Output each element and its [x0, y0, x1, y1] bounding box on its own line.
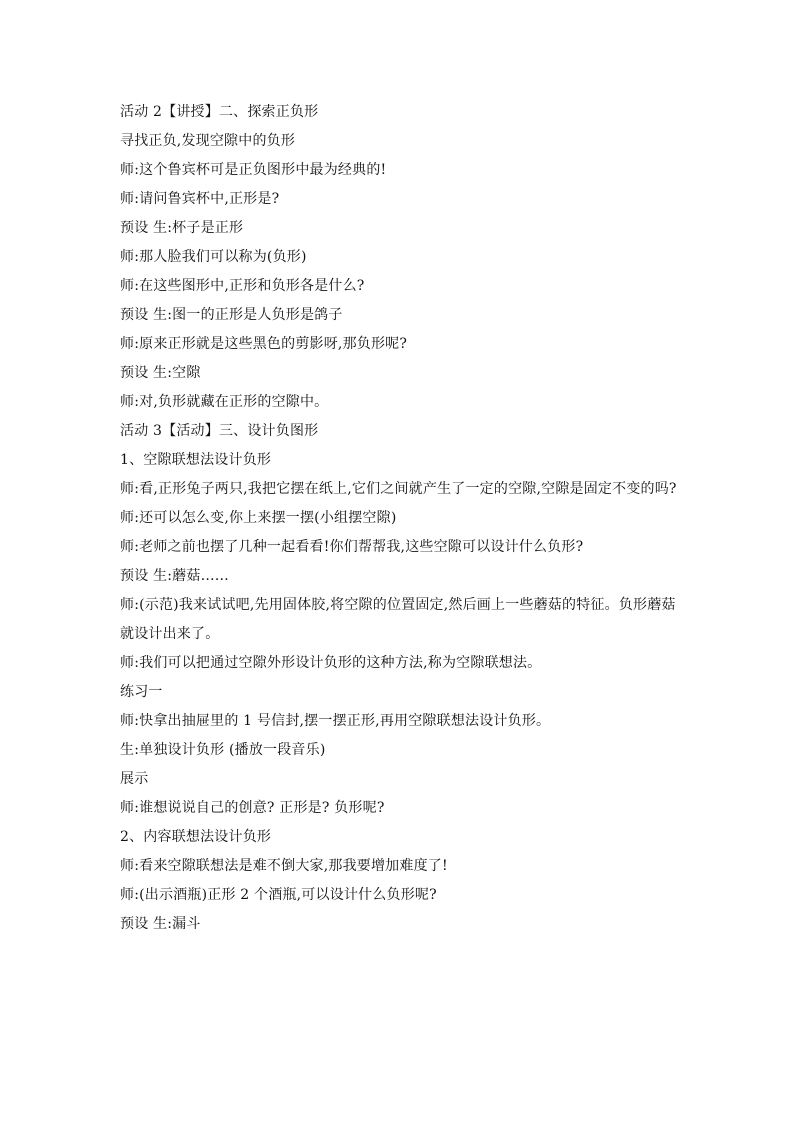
text-line: 寻找正负,发现空隙中的负形 [120, 133, 296, 149]
text-paragraph: 师:看,正形兔子两只,我把它摆在纸上,它们之间就产生了一定的空隙,空隙是固定不变的吗? [120, 481, 677, 497]
text-line: 预设 生:蘑菇…… [120, 568, 229, 584]
text-line: 师:原来正形就是这些黑色的剪影呀,那负形呢? [120, 336, 408, 352]
text-line: 生:单独设计负形 (播放一段音乐) [120, 742, 326, 758]
text-line: 预设 生:图一的正形是人负形是鸽子 [120, 307, 343, 323]
text-line: 师:我们可以把通过空隙外形设计负形的这种方法,称为空隙联想法。 [120, 655, 542, 671]
text-line: 师:快拿出抽屉里的 1 号信封,摆一摆正形,再用空隙联想法设计负形。 [120, 713, 551, 729]
section-heading: 1、空隙联想法设计负形 [120, 452, 272, 468]
showcase-heading: 展示 [120, 771, 149, 787]
activity-2-heading: 活动 2【讲授】二、探索正负形 [120, 104, 319, 120]
activity-3-heading: 活动 3【活动】三、设计负图形 [120, 423, 319, 439]
text-line: 师:看来空隙联想法是难不倒大家,那我要增加难度了! [120, 858, 448, 874]
section-heading: 2、内容联想法设计负形 [120, 829, 272, 845]
text-line: 师:那人脸我们可以称为(负形) [120, 249, 307, 265]
text-line: 预设 生:杯子是正形 [120, 220, 244, 236]
text-line: 师:在这些图形中,正形和负形各是什么? [120, 278, 365, 294]
text-paragraph: 师:(示范)我来试试吧,先用固体胶,将空隙的位置固定,然后画上一些蘑菇的特征。负形蘑菇就设计出来了。 [120, 597, 676, 642]
text-line: 师:老师之前也摆了几种一起看看!你们帮帮我,这些空隙可以设计什么负形? [120, 539, 584, 555]
text-line: 师:谁想说说自己的创意? 正形是? 负形呢? [120, 800, 385, 816]
text-line: 预设 生:空隙 [120, 365, 201, 381]
lesson-text-body [120, 98, 680, 939]
text-line: 师:还可以怎么变,你上来摆一摆(小组摆空隙) [120, 510, 397, 526]
text-line: 师:对,负形就藏在正形的空隙中。 [120, 394, 329, 410]
text-line: 师:这个鲁宾杯可是正负图形中最为经典的! [120, 162, 387, 178]
text-line: 师:(出示酒瓶)正形 2 个酒瓶,可以设计什么负形呢? [120, 887, 437, 903]
text-line: 预设 生:漏斗 [120, 916, 201, 932]
text-line: 师:请问鲁宾杯中,正形是? [120, 191, 280, 207]
exercise-heading: 练习一 [120, 684, 163, 700]
